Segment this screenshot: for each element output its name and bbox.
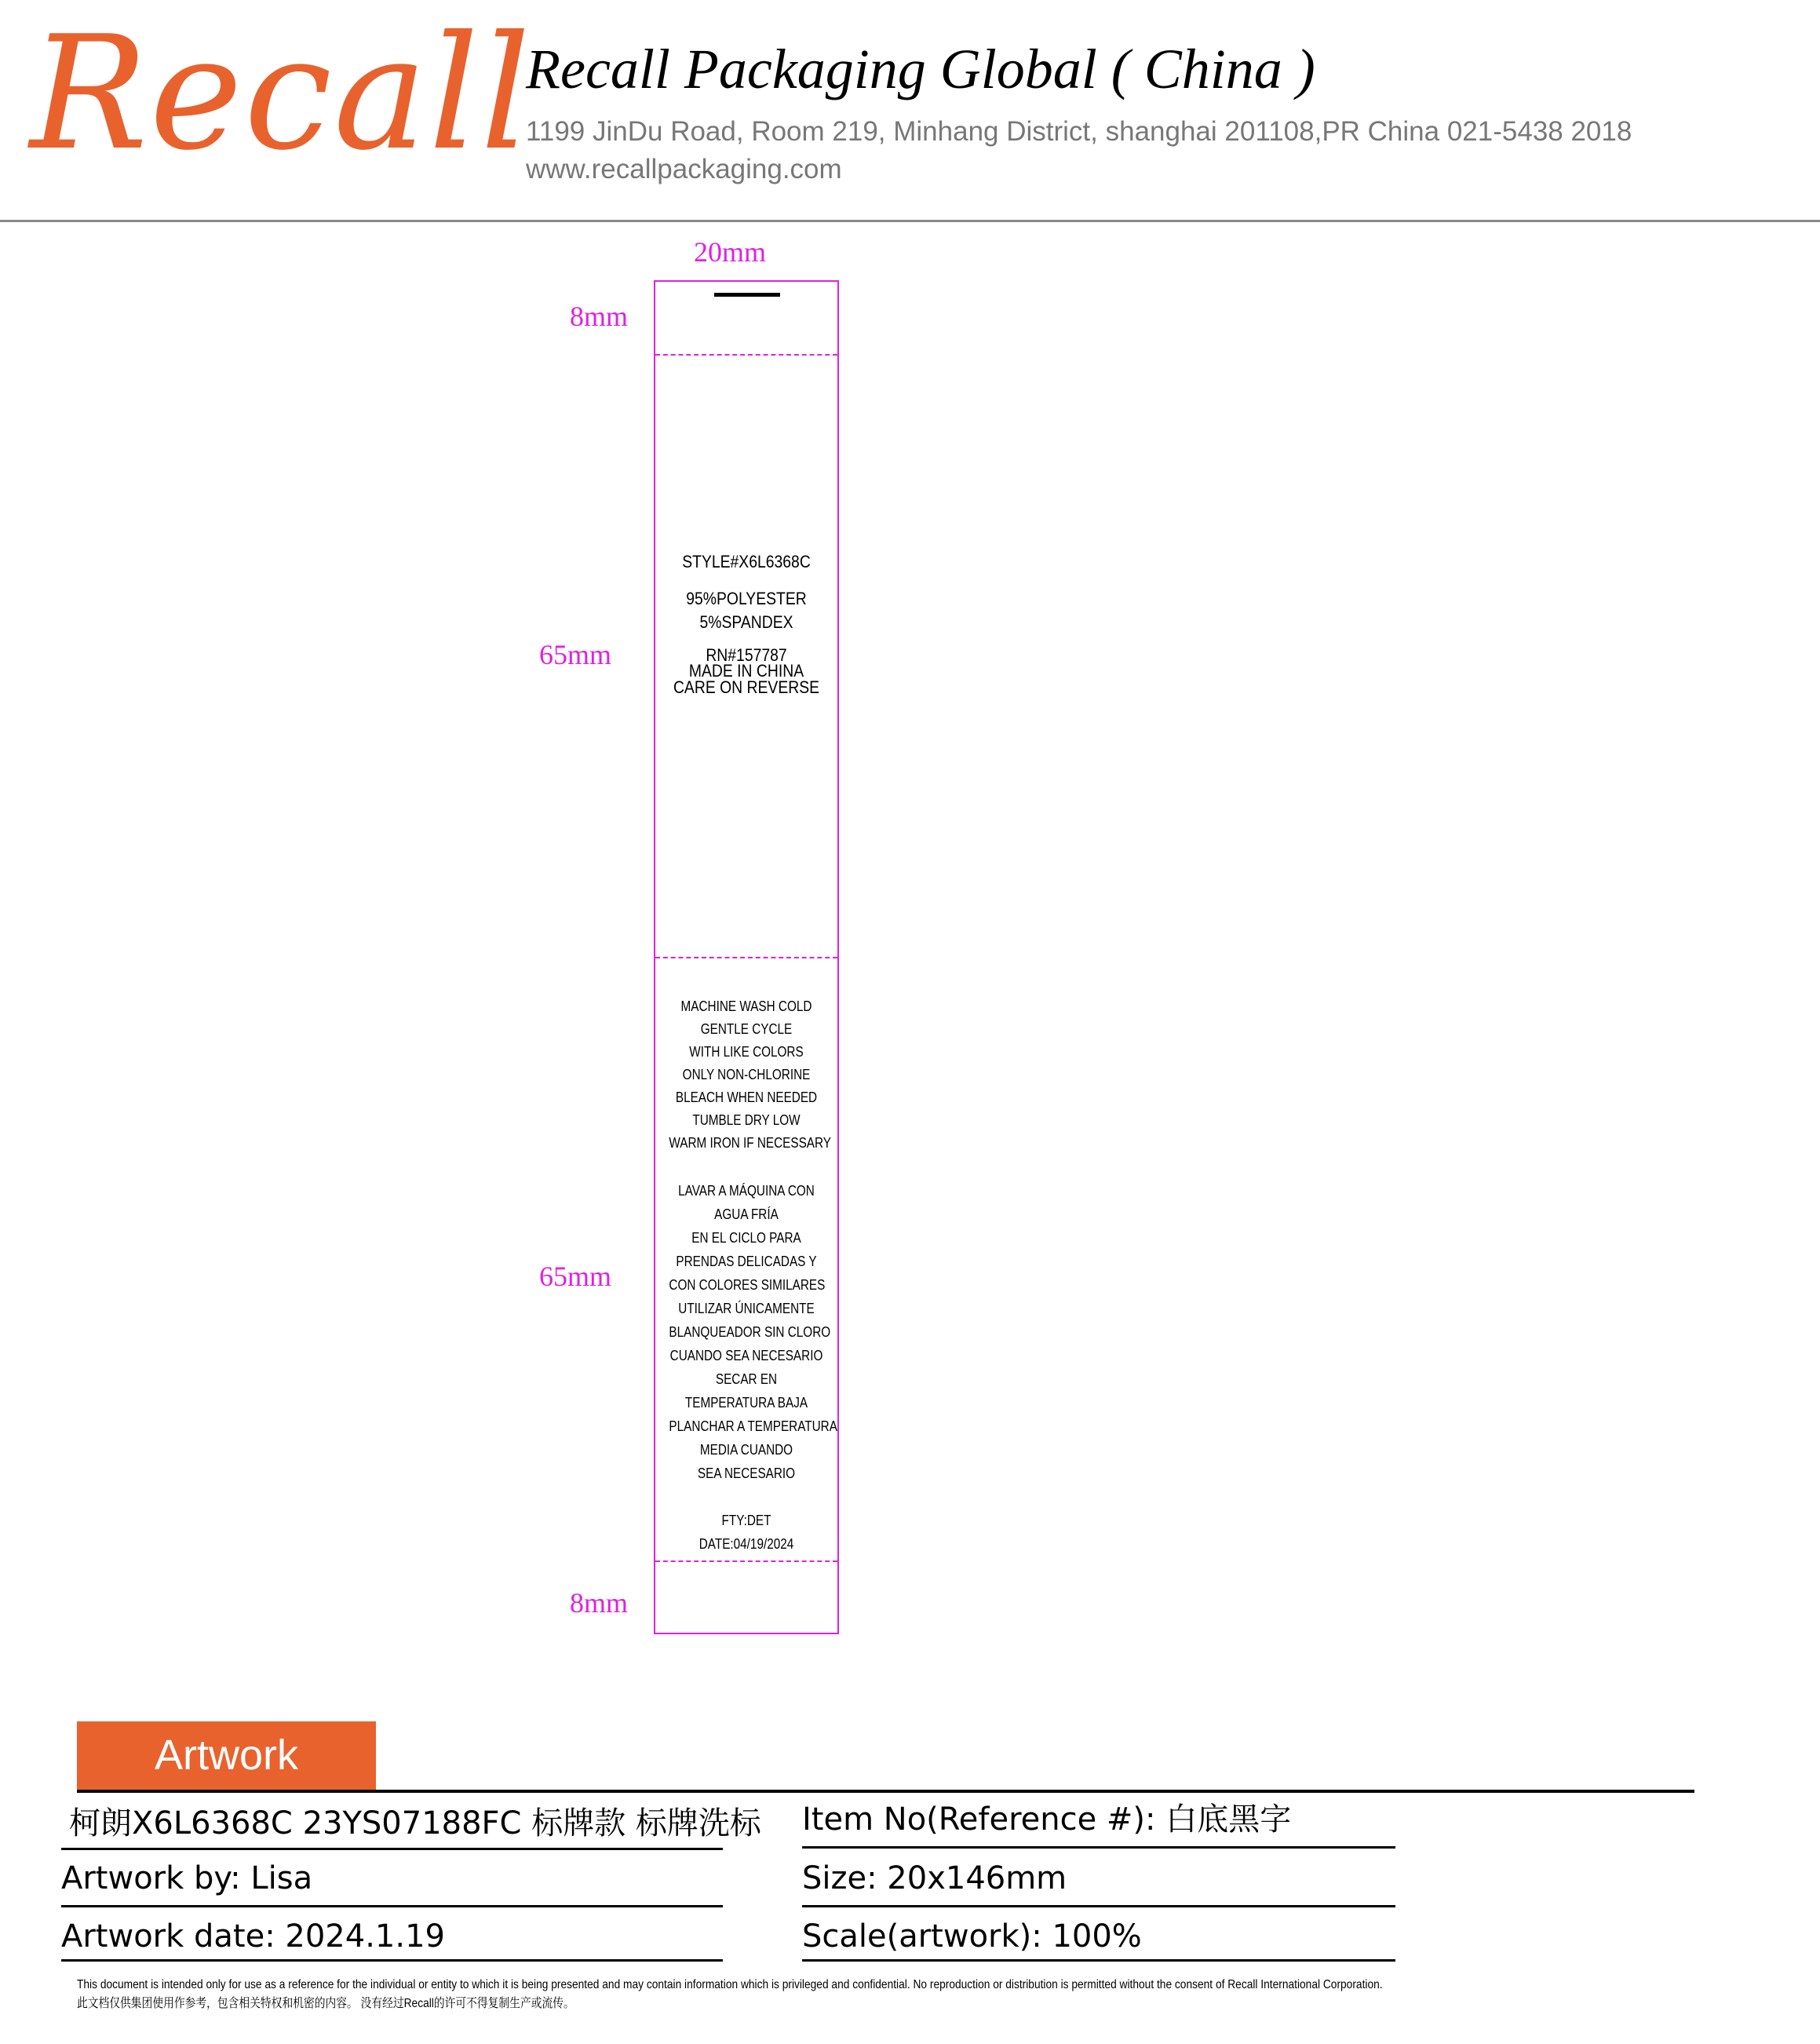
scale: Scale(artwork): 100% (802, 1918, 1142, 1955)
info-divider (77, 1790, 1694, 1793)
care-line: AGUA FRÍA (714, 1206, 779, 1222)
company-name: Recall Packaging Global ( China ) (526, 38, 1315, 100)
care-line: CUANDO SEA NECESARIO (669, 1348, 823, 1363)
dim-top-fold: 8mm (570, 301, 629, 332)
care-line: UTILIZAR ÚNICAMENTE (678, 1301, 815, 1316)
underline (61, 1905, 723, 1907)
care-line: CON COLORES SIMILARES (669, 1277, 826, 1293)
care-line: PRENDAS DELICADAS Y (676, 1254, 817, 1269)
dim-bottom-fold: 8mm (570, 1587, 629, 1619)
factory-code: FTY:DET (721, 1513, 771, 1528)
care-line: LAVAR A MÁQUINA CON (678, 1183, 815, 1199)
rn-number: RN#157787 (706, 645, 787, 665)
care-line: MACHINE WASH COLD (680, 998, 812, 1014)
company-website: www.recallpackaging.com (526, 154, 842, 184)
underline (61, 1959, 723, 1962)
care-line: TEMPERATURA BAJA (684, 1395, 808, 1411)
care-on-reverse: CARE ON REVERSE (673, 677, 820, 697)
disclaimer-english: This document is intended only for use as a reference for the individual or entity to which it is being presented and may contain information which is privileged and confidential. No reproduction or distribution is permitted without the consent of Recall International Corporation. (77, 1978, 1383, 1991)
underline (802, 1959, 1395, 1962)
disclaimer-chinese: 此文档仅供集团使用作参考，包含相关特权和机密的内容。 没有经过Recall的许可不得复制生产或流传。 (77, 1997, 574, 2010)
fold-line-bottom (655, 1560, 837, 1562)
production-date: DATE:04/19/2024 (698, 1536, 794, 1552)
hanger-slit (714, 293, 780, 297)
header-divider (0, 220, 1820, 222)
fold-line-middle (655, 957, 837, 958)
care-line: MEDIA CUANDO (699, 1442, 793, 1458)
care-line: PLANCHAR A TEMPERATURA (669, 1418, 837, 1434)
style-number: STYLE#X6L6368C (682, 552, 811, 571)
care-line: BLEACH WHEN NEEDED (675, 1090, 818, 1105)
care-line: WITH LIKE COLORS (689, 1044, 804, 1060)
company-address: 1199 JinDu Road, Room 219, Minhang District, shanghai 201108,PR China 021-5438 2018 (526, 116, 1632, 147)
fiber-spandex: 5%SPANDEX (699, 612, 793, 632)
care-line: ONLY NON-CHLORINE (682, 1067, 811, 1082)
artwork-by: Artwork by: Lisa (61, 1860, 313, 1896)
dim-front-panel: 65mm (539, 639, 612, 670)
item-number: Item No(Reference #): 白底黑字 (802, 1801, 1292, 1838)
care-line: WARM IRON IF NECESSARY (669, 1135, 831, 1151)
care-line: SEA NECESARIO (697, 1465, 796, 1481)
dim-back-panel: 65mm (539, 1261, 612, 1292)
fold-line-top (655, 354, 837, 356)
care-line: TUMBLE DRY LOW (692, 1112, 801, 1128)
recall-logo: Recall (30, 2, 533, 185)
country-of-origin: MADE IN CHINA (688, 661, 804, 681)
product-name: 柯朗X6L6368C 23YS07188FC 标牌款 标牌洗标 (69, 1805, 761, 1841)
dim-width: 20mm (694, 236, 767, 268)
underline (802, 1846, 1395, 1849)
underline (802, 1905, 1395, 1907)
care-line: EN EL CICLO PARA (691, 1230, 801, 1246)
fiber-polyester: 95%POLYESTER (686, 589, 807, 608)
artwork-date: Artwork date: 2024.1.19 (61, 1918, 445, 1955)
care-line: GENTLE CYCLE (700, 1021, 793, 1037)
underline (61, 1848, 723, 1850)
care-line: SECAR EN (715, 1371, 778, 1387)
size: Size: 20x146mm (802, 1860, 1067, 1896)
care-line: BLANQUEADOR SIN CLORO (669, 1324, 831, 1340)
artwork-tab: Artwork (77, 1721, 376, 1790)
